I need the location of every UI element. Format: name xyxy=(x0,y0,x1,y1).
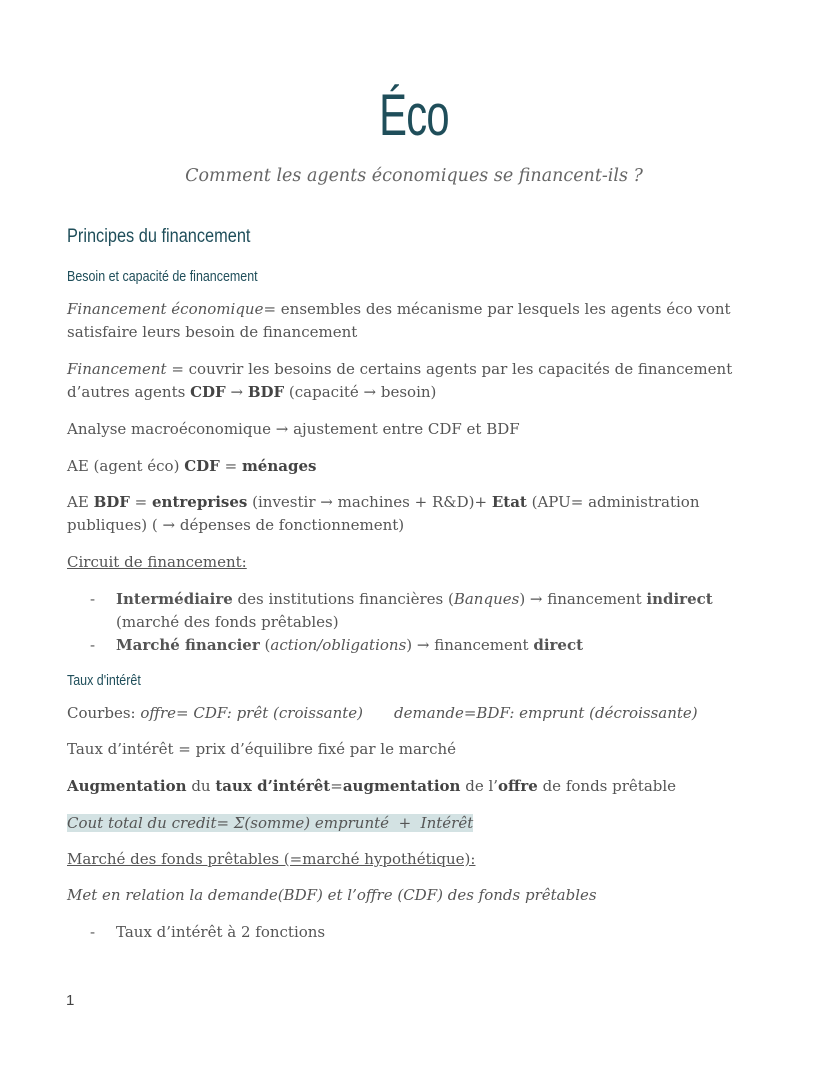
circuit-heading: Circuit de financement: xyxy=(67,553,247,571)
page-number: 1 xyxy=(66,992,75,1009)
paragraph-ae-bdf: AE BDF = entreprises (investir → machines + R&D)+ Etat (APU= administration publiques) ( → dépenses de fonctionnement) xyxy=(67,493,700,534)
paragraph-cout-total xyxy=(67,812,473,835)
paragraph-courbes: Courbes: offre= CDF: prêt (croissante) demande=BDF: emprunt (décroissante) xyxy=(67,704,698,722)
list-item: - Taux d’intérêt à 2 fonctions xyxy=(90,923,326,941)
page-subtitle: Comment les agents économiques se financent-ils ? xyxy=(185,166,643,186)
subsection-heading-taux: Taux d'intérêt xyxy=(67,673,141,689)
paragraph-taux: Taux d’intérêt = prix d’équilibre fixé par le marché xyxy=(67,740,457,758)
page-title: Éco xyxy=(379,83,449,148)
paragraph-met-en-relation: Met en relation la demande(BDF) et l’offre (CDF) des fonds prêtables xyxy=(67,886,597,904)
paragraph-analyse: Analyse macroéconomique → ajustement entre CDF et BDF xyxy=(67,420,520,438)
paragraph-augmentation: Augmentation du taux d’intérêt=augmentation de l’offre de fonds prêtable xyxy=(67,777,677,795)
marche-heading: Marché des fonds prêtables (=marché hypothétique): xyxy=(67,850,476,868)
paragraph-ae-cdf: AE (agent éco) CDF = ménages xyxy=(67,457,317,475)
list-item: - Marché financier (action/obligations) → financement direct xyxy=(90,636,584,654)
list-item: - Intermédiaire des institutions financières (Banques) → financement indirect (marché des fonds prêtables) xyxy=(90,590,713,631)
section-heading: Principes du financement xyxy=(67,226,251,247)
paragraph-financement: Financement = couvrir les besoins de certains agents par les capacités de financement d’autres agents CDF → BDF (capacité → besoin) xyxy=(67,360,733,401)
paragraph-financement-economique: Financement économique= ensembles des mécanisme par lesquels les agents éco vont satisfaire leurs besoin de financement xyxy=(67,300,731,341)
highlighted-text: Cout total du credit= Σ(somme) emprunté + Intérêt xyxy=(67,814,474,832)
term: Financement économique xyxy=(67,300,264,318)
subsection-heading-besoin: Besoin et capacité de financement xyxy=(67,269,258,285)
